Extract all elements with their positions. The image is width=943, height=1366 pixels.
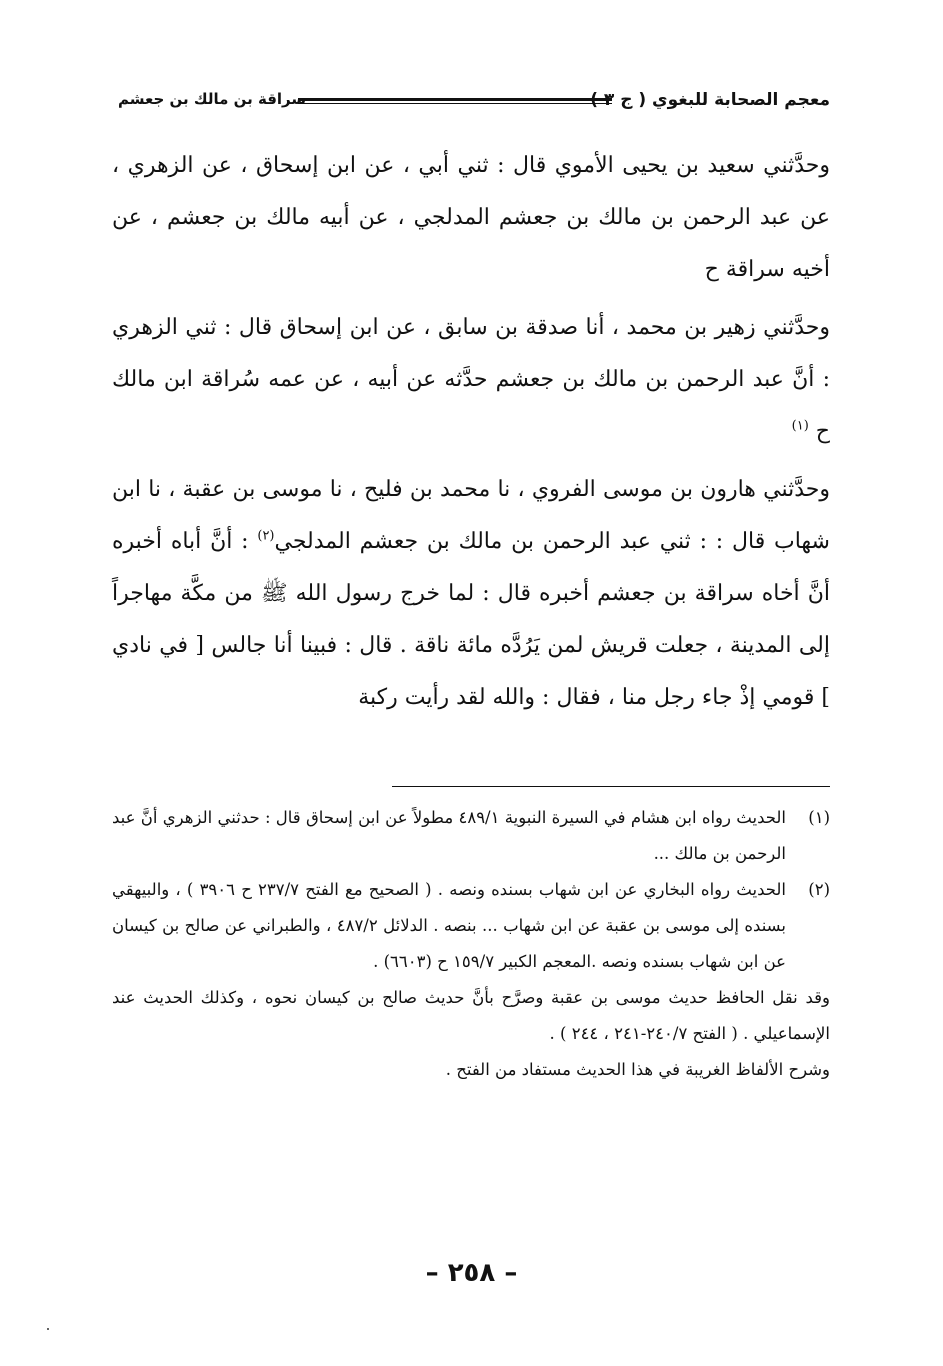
footnote-2-glossary-note: وشرح الألفاظ الغريبة في هذا الحديث مستفاد من الفتح . [445, 1060, 830, 1079]
footnote-2-number: (٢) [808, 880, 830, 899]
footnote-1 [112, 800, 830, 872]
page-number: – ٢٥٨ – [425, 1258, 518, 1288]
footnote-1-text: الحديث رواه ابن هشام في السيرة النبوية ٤٨٩/١ مطولاً عن ابن إسحاق قال : حدثني الزهري أنَّ عبد الرحمن بن مالك ... [112, 808, 786, 863]
paragraph-3 [112, 464, 830, 724]
footnote-2 [112, 872, 830, 980]
header-section-title: سراقة بن مالك بن جعشم [118, 90, 307, 108]
paragraph-1-text: وحدَّثني سعيد بن يحيى الأموي قال : ثني أبي ، عن ابن إسحاق ، عن الزهري ، عن عبد الرحمن بن مالك بن جعشم المدلجي ، عن أبيه مالك بن جعشم ، عن أخيه سراقة ح [112, 153, 830, 282]
paragraph-3-text-b: : أنَّ أباه أخبره أنَّ أخاه سراقة بن جعشم أخبره قال : لما خرج رسول الله ﷺ من مكَّة مهاجراً إلى المدينة ، جعلت قريش لمن يَرُدَّه مائة ناقة . قال : فبينا أنا جالس [ في نادي ] قومي إذْ جاء رجل منا ، فقال : والله لقد رأيت ركبة [112, 529, 830, 710]
paragraph-2 [112, 302, 830, 458]
main-text [112, 140, 830, 730]
footnote-ref-2: (٢) [257, 528, 275, 544]
header-rule [298, 98, 612, 104]
running-header [118, 84, 830, 118]
footnote-separator [392, 786, 830, 787]
paragraph-2-text: وحدَّثني زهير بن محمد ، أنا صدقة بن سابق ، عن ابن إسحاق قال : ثني الزهري : أنَّ عبد الرحمن بن مالك بن جعشم حدَّثه عن أبيه ، عن عمه سُراقة ابن مالك ح [112, 315, 830, 444]
paragraph-3-text-a: وحدَّثني هارون بن موسى الفروي ، نا محمد بن فليح ، نا موسى بن عقبة ، نا ابن شهاب قال : : ثني عبد الرحمن بن مالك بن جعشم المدلجي [112, 477, 830, 554]
header-book-title: معجم الصحابة للبغوي ( ج ٣ ) [590, 90, 830, 110]
footnote-1-number: (١) [808, 808, 830, 827]
footnote-ref-1: (١) [791, 418, 809, 434]
footnote-2-text: الحديث رواه البخاري عن ابن شهاب بسنده ونصه . ( الصحيح مع الفتح ٢٣٧/٧ ح ٣٩٠٦ ) ، والبيهقي بسنده إلى موسى بن عقبة عن ابن شهاب ... بنصه . الدلائل ٤٨٧/٢ ، والطبراني عن صالح بن كيسان عن ابن شهاب بسنده ونصه .المعجم الكبير ١٥٩/٧ ح (٦٦٠٣) . [112, 880, 786, 971]
scan-speck [47, 1328, 49, 1330]
paragraph-1 [112, 140, 830, 296]
footnote-2-note: وقد نقل الحافظ حديث موسى بن عقبة وصرَّح بأنَّ حديث صالح بن كيسان نحوه ، وكذلك الحديث عند الإسماعيلي . ( الفتح ٢٤٠/٧-٢٤١ ، ٢٤٤ ) . [112, 988, 830, 1043]
footnotes [112, 800, 830, 1088]
